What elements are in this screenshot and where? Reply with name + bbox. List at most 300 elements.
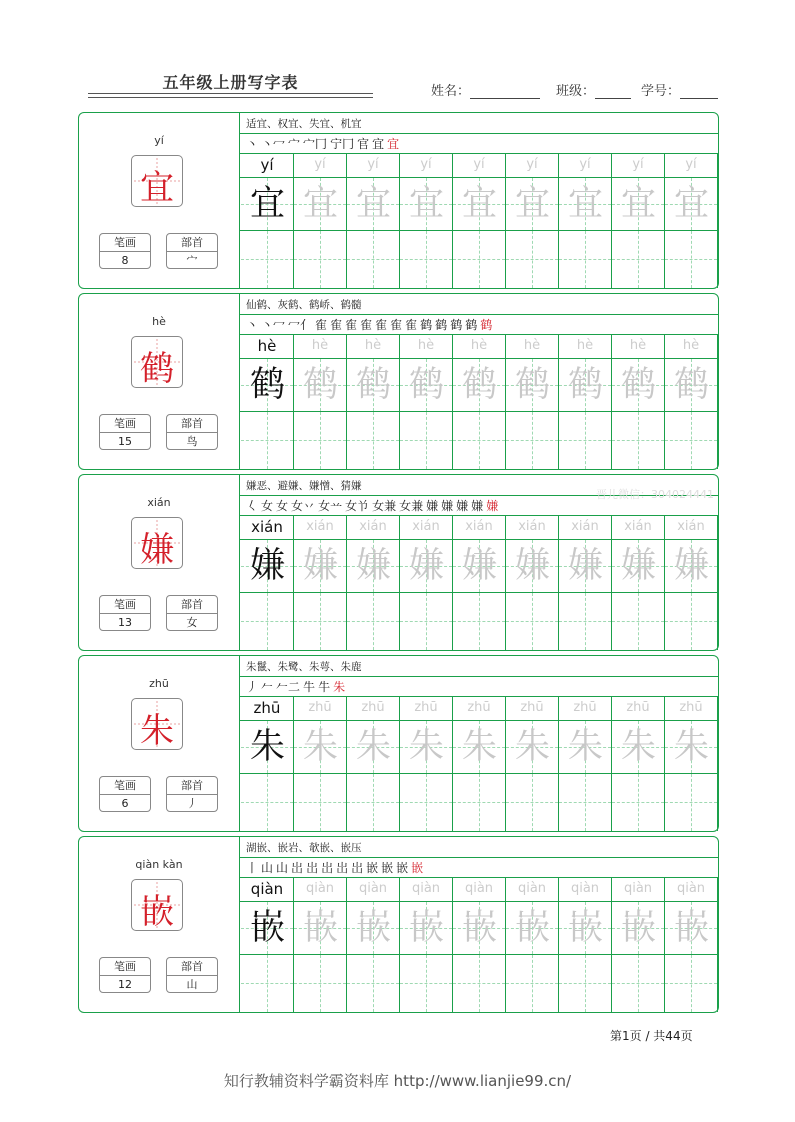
pinyin-practice-cell[interactable]: xián	[559, 515, 612, 539]
char-info-panel	[79, 294, 240, 469]
page-title: 五年级上册写字表	[162, 73, 299, 92]
grid-guide	[241, 440, 293, 441]
grid-guide	[294, 440, 346, 441]
empty-practice-cell[interactable]	[347, 412, 400, 469]
char-practice-cell[interactable]	[347, 721, 400, 773]
char-glyph: 嵌	[140, 892, 174, 932]
pinyin-practice-cell[interactable]: xián	[665, 515, 718, 539]
stroke-count-value: 13	[118, 616, 132, 629]
name-field	[431, 80, 540, 99]
pinyin-practice-cell[interactable]: qiàn	[559, 877, 612, 901]
word-list: 朱鬣、朱鹭、朱萼、朱鹿	[246, 661, 362, 673]
char-card	[78, 655, 719, 832]
trace-char: 朱	[355, 727, 391, 767]
class-label: 班级：	[556, 84, 596, 99]
empty-practice-cell[interactable]	[453, 774, 506, 831]
char-practice-cell[interactable]	[506, 178, 559, 230]
radical-box	[166, 414, 218, 450]
pinyin-practice-cell[interactable]: hè	[559, 334, 612, 358]
radical-label: 部首	[167, 415, 217, 433]
stroke-step: 嫌	[456, 499, 469, 513]
trace-char: 宜	[249, 184, 285, 224]
number-blank[interactable]	[680, 84, 718, 99]
pinyin-practice-cell[interactable]: yí	[400, 153, 453, 177]
stroke-step: 女兼	[372, 499, 397, 513]
practice-panel	[240, 294, 718, 469]
stroke-step: 宜	[372, 137, 385, 151]
row-divider	[240, 676, 718, 677]
empty-practice-cell[interactable]	[241, 774, 294, 831]
empty-practice-cell[interactable]	[453, 231, 506, 288]
stroke-step: 女兼	[399, 499, 424, 513]
name-blank[interactable]	[470, 84, 540, 99]
char-practice-cell[interactable]	[453, 359, 506, 411]
trace-char: 嵌	[673, 908, 709, 948]
stroke-step: 牛	[303, 680, 316, 694]
footer-text: 知行教辅资料学霸资料库 http://www.lianjie99.cn/	[223, 1072, 572, 1090]
pinyin-practice-cell[interactable]: zhū	[400, 696, 453, 720]
char-practice-cell[interactable]	[347, 359, 400, 411]
char-practice-cell[interactable]	[612, 721, 665, 773]
char-practice-cell[interactable]	[453, 540, 506, 592]
char-practice-cell[interactable]	[612, 902, 665, 954]
grid-guide	[506, 983, 558, 984]
empty-practice-cell[interactable]	[241, 955, 294, 1012]
pinyin-practice-cell[interactable]: xián	[241, 515, 294, 539]
grid-guide	[506, 621, 558, 622]
trace-char: 朱	[567, 727, 603, 767]
pinyin-practice-cell[interactable]: zhū	[347, 696, 400, 720]
radical-label: 部首	[167, 596, 217, 614]
stroke-step: 𠂉	[261, 680, 274, 694]
char-pinyin: xián	[147, 496, 171, 509]
char-practice-cell[interactable]	[612, 540, 665, 592]
pinyin-practice-cell[interactable]: yí	[453, 153, 506, 177]
grid-guide	[612, 621, 664, 622]
empty-practice-cell[interactable]	[453, 955, 506, 1012]
trace-char: 宜	[673, 184, 709, 224]
stroke-step: 丶	[246, 318, 259, 332]
char-practice-cell[interactable]	[294, 359, 347, 411]
pinyin-practice-cell[interactable]: hè	[612, 334, 665, 358]
pinyin-practice-cell[interactable]: hè	[400, 334, 453, 358]
pinyin-practice-cell[interactable]: qiàn	[665, 877, 718, 901]
char-practice-cell[interactable]	[665, 540, 718, 592]
char-practice-cell[interactable]	[294, 902, 347, 954]
empty-practice-cell[interactable]	[453, 412, 506, 469]
grid-guide	[453, 259, 505, 260]
stroke-count-label: 笔画	[100, 777, 150, 795]
radical-box	[166, 957, 218, 993]
char-practice-cell[interactable]	[559, 721, 612, 773]
grid-guide	[294, 983, 346, 984]
char-practice-cell[interactable]	[665, 721, 718, 773]
grid-guide	[347, 621, 399, 622]
char-card	[78, 836, 719, 1013]
pinyin-practice-cell[interactable]: qiàn	[400, 877, 453, 901]
stroke-count-box	[99, 957, 151, 993]
empty-practice-cell[interactable]	[294, 955, 347, 1012]
char-info-panel	[79, 837, 240, 1012]
stroke-step: 女丷	[291, 499, 316, 513]
pinyin-practice-cell[interactable]: hè	[665, 334, 718, 358]
pinyin-practice-cell[interactable]: hè	[294, 334, 347, 358]
char-practice-cell[interactable]	[400, 359, 453, 411]
trace-char: 嫌	[620, 546, 656, 586]
char-pinyin: qiàn kàn	[135, 858, 183, 871]
trace-char: 嫌	[673, 546, 709, 586]
grid-guide	[612, 440, 664, 441]
watermark: 晋儿微信：304024441	[596, 488, 714, 501]
empty-practice-cell[interactable]	[241, 231, 294, 288]
empty-practice-cell[interactable]	[612, 231, 665, 288]
trace-char: 鹤	[302, 365, 338, 405]
pinyin-practice-cell[interactable]: zhū	[665, 696, 718, 720]
char-practice-cell[interactable]	[347, 178, 400, 230]
empty-practice-cell[interactable]	[453, 593, 506, 650]
char-practice-cell[interactable]	[347, 902, 400, 954]
empty-practice-cell[interactable]	[665, 231, 718, 288]
char-practice-cell[interactable]	[294, 178, 347, 230]
trace-char: 嫌	[567, 546, 603, 586]
pinyin-practice-cell[interactable]: yí	[506, 153, 559, 177]
pinyin-practice-cell[interactable]: qiàn	[347, 877, 400, 901]
row-divider	[240, 857, 718, 858]
empty-practice-cell[interactable]	[400, 774, 453, 831]
empty-practice-cell[interactable]	[665, 774, 718, 831]
word-list: 嫌恶、避嫌、嫌憎、猜嫌	[246, 480, 362, 492]
stroke-count-box	[99, 776, 151, 812]
stroke-step: 隺	[315, 318, 328, 332]
stroke-step: 岀	[306, 861, 319, 875]
stroke-order	[246, 497, 501, 515]
char-practice-cell[interactable]	[400, 902, 453, 954]
trace-char: 鹤	[673, 365, 709, 405]
stroke-step: 隺	[390, 318, 403, 332]
grid-guide	[347, 983, 399, 984]
empty-practice-cell[interactable]	[347, 593, 400, 650]
stroke-step: 女䒑	[318, 499, 343, 513]
trace-char: 鹤	[567, 365, 603, 405]
pinyin-practice-cell[interactable]: xián	[347, 515, 400, 539]
char-practice-cell[interactable]	[559, 540, 612, 592]
stroke-step: 丶	[246, 137, 259, 151]
stroke-step: 鹤	[450, 318, 463, 332]
pinyin-practice-cell[interactable]: xián	[294, 515, 347, 539]
char-practice-cell[interactable]	[506, 540, 559, 592]
empty-practice-cell[interactable]	[506, 412, 559, 469]
grid-guide	[294, 259, 346, 260]
stroke-step: 岀	[321, 861, 334, 875]
trace-char: 嵌	[302, 908, 338, 948]
char-practice-cell[interactable]	[241, 902, 294, 954]
stroke-step: 嵌	[381, 861, 394, 875]
char-glyph: 宜	[140, 168, 174, 208]
stroke-count-label: 笔画	[100, 958, 150, 976]
empty-practice-cell[interactable]	[665, 955, 718, 1012]
stroke-step: 牛	[318, 680, 331, 694]
stroke-step: 隺	[345, 318, 358, 332]
pinyin-practice-cell[interactable]: qiàn	[294, 877, 347, 901]
empty-practice-cell[interactable]	[400, 955, 453, 1012]
pinyin-practice-cell[interactable]: qiàn	[612, 877, 665, 901]
empty-practice-cell[interactable]	[559, 774, 612, 831]
stroke-step: 宜	[387, 137, 400, 151]
grid-guide	[453, 983, 505, 984]
stroke-step: 官	[357, 137, 370, 151]
empty-practice-cell[interactable]	[294, 593, 347, 650]
empty-practice-cell[interactable]	[612, 593, 665, 650]
trace-char: 鹤	[249, 365, 285, 405]
char-practice-cell[interactable]	[559, 178, 612, 230]
title-underline	[88, 97, 373, 98]
stroke-step: 𠂉二	[276, 680, 301, 694]
trace-char: 鹤	[514, 365, 550, 405]
stroke-step: 丶冖	[261, 137, 286, 151]
pinyin-practice-cell[interactable]: yí	[612, 153, 665, 177]
stroke-count-label: 笔画	[100, 596, 150, 614]
grid-guide	[453, 440, 505, 441]
empty-practice-cell[interactable]	[294, 412, 347, 469]
word-list: 湖嵌、嵌岩、欹嵌、嵌压	[246, 842, 362, 854]
trace-char: 嫌	[249, 546, 285, 586]
stroke-order	[246, 316, 495, 334]
pinyin-practice-cell[interactable]: zhū	[559, 696, 612, 720]
stroke-count-label: 笔画	[100, 415, 150, 433]
empty-practice-cell[interactable]	[559, 412, 612, 469]
char-glyph: 朱	[140, 711, 174, 751]
grid-guide	[506, 440, 558, 441]
row-divider	[240, 314, 718, 315]
grid-guide	[453, 621, 505, 622]
char-practice-cell[interactable]	[612, 359, 665, 411]
grid-guide	[559, 983, 611, 984]
char-practice-cell[interactable]	[400, 178, 453, 230]
pinyin-practice-cell[interactable]: hè	[453, 334, 506, 358]
char-practice-cell[interactable]	[241, 178, 294, 230]
grid-guide	[294, 802, 346, 803]
stroke-step: 冖亻	[288, 318, 313, 332]
empty-practice-cell[interactable]	[294, 774, 347, 831]
radical-value: 宀	[186, 254, 198, 267]
grid-guide	[612, 802, 664, 803]
trace-char: 鹤	[355, 365, 391, 405]
trace-char: 朱	[302, 727, 338, 767]
char-practice-cell[interactable]	[559, 359, 612, 411]
stroke-step: 丿	[246, 680, 259, 694]
stroke-step: 岀	[336, 861, 349, 875]
class-field	[556, 80, 631, 99]
char-practice-cell[interactable]	[347, 540, 400, 592]
word-list: 适宜、权宜、失宜、机宜	[246, 118, 362, 130]
empty-practice-cell[interactable]	[241, 593, 294, 650]
empty-practice-cell[interactable]	[347, 955, 400, 1012]
stroke-step: 宀	[288, 137, 301, 151]
pinyin-practice-cell[interactable]: yí	[241, 153, 294, 177]
pinyin-practice-cell[interactable]: yí	[665, 153, 718, 177]
radical-label: 部首	[167, 958, 217, 976]
radical-box	[166, 776, 218, 812]
pinyin-practice-cell[interactable]: qiàn	[506, 877, 559, 901]
empty-practice-cell[interactable]	[400, 593, 453, 650]
char-practice-cell[interactable]	[559, 902, 612, 954]
stroke-order	[246, 859, 426, 877]
char-glyph: 鹤	[140, 349, 174, 389]
empty-practice-cell[interactable]	[294, 231, 347, 288]
char-practice-cell[interactable]	[612, 178, 665, 230]
pinyin-practice-cell[interactable]: zhū	[612, 696, 665, 720]
empty-practice-cell[interactable]	[559, 593, 612, 650]
trace-char: 嵌	[514, 908, 550, 948]
trace-char: 朱	[620, 727, 656, 767]
stroke-order	[246, 135, 402, 153]
pinyin-practice-cell[interactable]: zhū	[294, 696, 347, 720]
char-info-panel	[79, 475, 240, 650]
stroke-count-value: 12	[118, 978, 132, 991]
empty-practice-cell[interactable]	[241, 412, 294, 469]
pinyin-practice-cell[interactable]: hè	[347, 334, 400, 358]
pinyin-practice-cell[interactable]: yí	[347, 153, 400, 177]
number-label: 学号：	[641, 84, 681, 99]
trace-char: 嫌	[355, 546, 391, 586]
stroke-step: 嫌	[486, 499, 499, 513]
grid-guide	[241, 983, 293, 984]
char-practice-cell[interactable]	[665, 359, 718, 411]
char-display-box	[131, 336, 183, 388]
grid-guide	[347, 802, 399, 803]
pinyin-practice-cell[interactable]: zhū	[241, 696, 294, 720]
trace-char: 嵌	[461, 908, 497, 948]
char-practice-cell[interactable]	[665, 902, 718, 954]
char-practice-cell[interactable]	[665, 178, 718, 230]
empty-practice-cell[interactable]	[559, 955, 612, 1012]
char-practice-cell[interactable]	[506, 721, 559, 773]
char-practice-cell[interactable]	[400, 540, 453, 592]
grid-guide	[347, 259, 399, 260]
char-practice-cell[interactable]	[241, 721, 294, 773]
empty-practice-cell[interactable]	[612, 955, 665, 1012]
empty-practice-cell[interactable]	[559, 231, 612, 288]
empty-practice-cell[interactable]	[506, 774, 559, 831]
trace-char: 宜	[302, 184, 338, 224]
grid-guide	[559, 259, 611, 260]
empty-practice-cell[interactable]	[347, 231, 400, 288]
stroke-step: 鹤	[435, 318, 448, 332]
class-blank[interactable]	[595, 84, 631, 99]
stroke-step: 隺	[375, 318, 388, 332]
trace-char: 嵌	[249, 908, 285, 948]
practice-panel	[240, 113, 718, 288]
stroke-step: 嫌	[426, 499, 439, 513]
pinyin-practice-cell[interactable]: zhū	[506, 696, 559, 720]
stroke-step: 嵌	[411, 861, 424, 875]
pinyin-practice-cell[interactable]: qiàn	[453, 877, 506, 901]
char-practice-cell[interactable]	[241, 540, 294, 592]
stroke-count-label: 笔画	[100, 234, 150, 252]
trace-char: 朱	[408, 727, 444, 767]
grid-guide	[347, 440, 399, 441]
empty-practice-cell[interactable]	[506, 231, 559, 288]
char-pinyin: zhū	[149, 677, 169, 690]
stroke-step: 𡿨	[246, 499, 259, 513]
trace-char: 鹤	[620, 365, 656, 405]
char-practice-cell[interactable]	[453, 902, 506, 954]
empty-practice-cell[interactable]	[400, 231, 453, 288]
stroke-step: 嵌	[366, 861, 379, 875]
pinyin-practice-cell[interactable]: zhū	[453, 696, 506, 720]
pinyin-practice-cell[interactable]: qiàn	[241, 877, 294, 901]
char-practice-cell[interactable]	[294, 540, 347, 592]
empty-practice-cell[interactable]	[665, 412, 718, 469]
char-pinyin: yí	[154, 134, 164, 147]
trace-char: 嵌	[355, 908, 391, 948]
char-practice-cell[interactable]	[506, 902, 559, 954]
stroke-order	[246, 678, 348, 696]
char-glyph: 嫌	[140, 530, 174, 570]
grid-guide	[400, 259, 452, 260]
stroke-step: 女	[261, 499, 274, 513]
stroke-step: 宁冂	[330, 137, 355, 151]
empty-practice-cell[interactable]	[400, 412, 453, 469]
pinyin-practice-cell[interactable]: yí	[294, 153, 347, 177]
empty-practice-cell[interactable]	[665, 593, 718, 650]
pinyin-practice-cell[interactable]: xián	[453, 515, 506, 539]
grid-guide	[241, 259, 293, 260]
grid-guide	[506, 259, 558, 260]
pinyin-practice-cell[interactable]: hè	[241, 334, 294, 358]
stroke-count-box	[99, 414, 151, 450]
trace-char: 朱	[249, 727, 285, 767]
char-practice-cell[interactable]	[506, 359, 559, 411]
stroke-count-box	[99, 233, 151, 269]
stroke-step: 岀	[291, 861, 304, 875]
char-display-box	[131, 155, 183, 207]
char-info-panel	[79, 113, 240, 288]
empty-practice-cell[interactable]	[347, 774, 400, 831]
trace-char: 宜	[514, 184, 550, 224]
char-practice-cell[interactable]	[241, 359, 294, 411]
practice-panel	[240, 656, 718, 831]
empty-practice-cell[interactable]	[506, 955, 559, 1012]
radical-box	[166, 595, 218, 631]
grid-guide	[665, 440, 717, 441]
grid-guide	[665, 259, 717, 260]
char-display-box	[131, 517, 183, 569]
pinyin-practice-cell[interactable]: xián	[506, 515, 559, 539]
char-practice-cell[interactable]	[453, 721, 506, 773]
grid-guide	[559, 621, 611, 622]
pinyin-practice-cell[interactable]: xián	[612, 515, 665, 539]
empty-practice-cell[interactable]	[612, 774, 665, 831]
char-practice-cell[interactable]	[400, 721, 453, 773]
pinyin-practice-cell[interactable]: hè	[506, 334, 559, 358]
pinyin-practice-cell[interactable]: xián	[400, 515, 453, 539]
empty-practice-cell[interactable]	[506, 593, 559, 650]
grid-guide	[400, 621, 452, 622]
stroke-step: 隺	[405, 318, 418, 332]
stroke-step: 鹤	[480, 318, 493, 332]
char-practice-cell[interactable]	[453, 178, 506, 230]
stroke-step: 朱	[333, 680, 346, 694]
stroke-step: 岀	[351, 861, 364, 875]
char-practice-cell[interactable]	[294, 721, 347, 773]
practice-panel	[240, 837, 718, 1012]
empty-practice-cell[interactable]	[612, 412, 665, 469]
grid-guide	[400, 440, 452, 441]
pinyin-practice-cell[interactable]: yí	[559, 153, 612, 177]
name-label: 姓名：	[431, 84, 471, 99]
stroke-step: 嫌	[471, 499, 484, 513]
